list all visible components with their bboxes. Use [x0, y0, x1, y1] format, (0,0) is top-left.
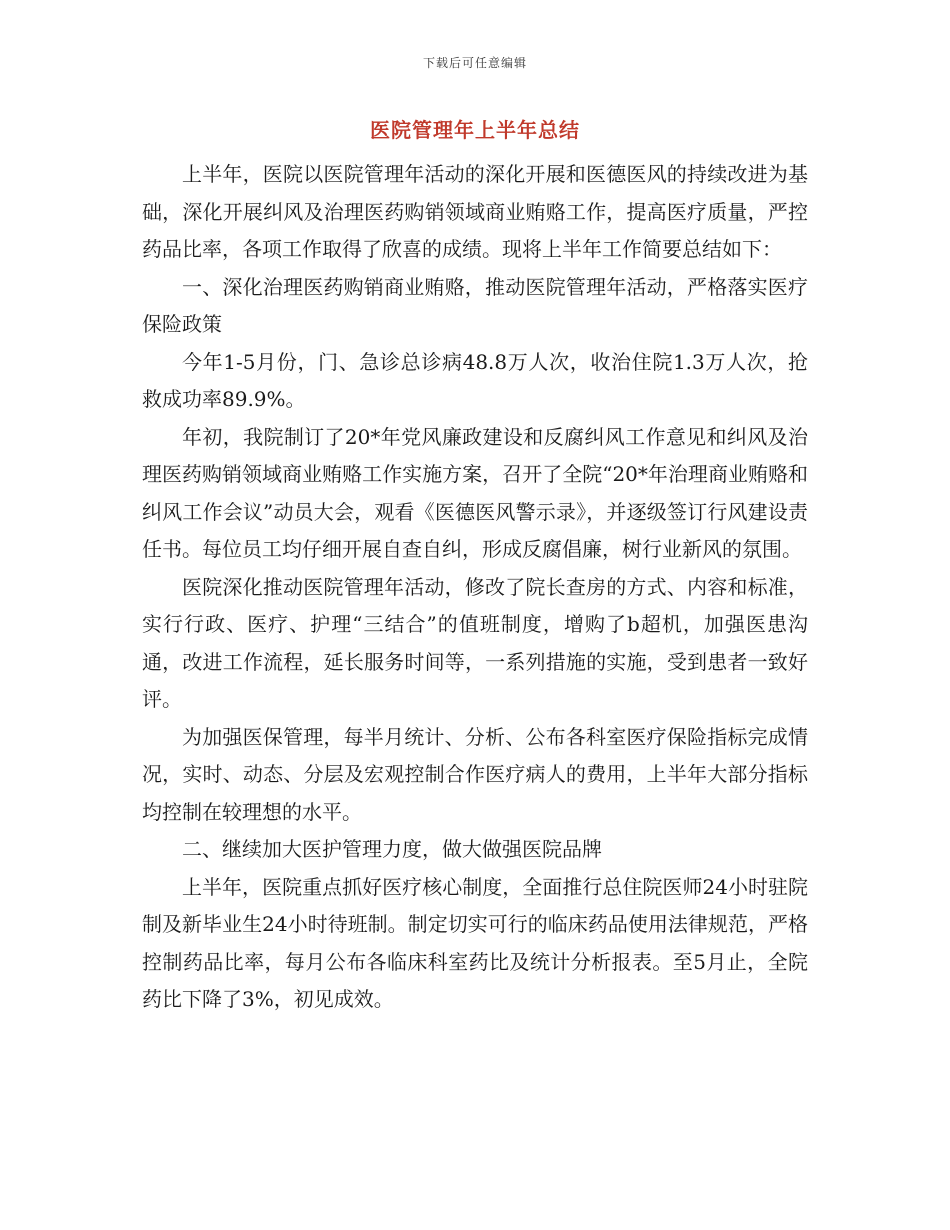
- paragraph-medical-core: 上半年，医院重点抓好医疗核心制度，全面推行总住院医师24小时驻院制及新毕业生24小时待班制。制定切实可行的临床药品使用法律规范，严格控制药品比率，每月公布各临床科室药比及统计分析报表。至5月止，全院药比下降了3%，初见成效。: [142, 874, 808, 1011]
- header-note: 下载后可任意编辑: [422, 56, 527, 70]
- paragraph-management-year: 医院深化推动医院管理年活动，修改了院长查房的方式、内容和标准，实行行政、医疗、护理“三结合”的值班制度，增购了b超机，加强医患沟通，改进工作流程，延长服务时间等，一系列措施的实施，受到患者一致好评。: [142, 574, 808, 711]
- document-title: 医院管理年上半年总结: [370, 118, 580, 142]
- document-body: [142, 156, 808, 1019]
- paragraph-statistics: 今年1-5月份，门、急诊总诊病48.8万人次，收治住院1.3万人次，抢救成功率89.9%。: [142, 349, 808, 411]
- section-heading-2: 二、继续加大医护管理力度，做大做强医院品牌: [182, 837, 602, 861]
- paragraph-anti-corruption: 年初，我院制订了20*年党风廉政建设和反腐纠风工作意见和纠风及治理医药购销领域商业贿赂工作实施方案，召开了全院“20*年治理商业贿赂和纠风工作会议”动员大会，观看《医德医风警示录》，并逐级签订行风建设责任书。每位员工均仔细开展自查自纠，形成反腐倡廉，树行业新风的氛围。: [142, 424, 808, 561]
- paragraph-intro: 上半年，医院以医院管理年活动的深化开展和医德医风的持续改进为基础，深化开展纠风及治理医药购销领域商业贿赂工作，提高医疗质量，严控药品比率，各项工作取得了欣喜的成绩。现将上半年工作简要总结如下：: [142, 162, 808, 261]
- section-heading-1: 一、深化治理医药购销商业贿赂，推动医院管理年活动，严格落实医疗保险政策: [142, 274, 808, 336]
- paragraph-insurance: 为加强医保管理，每半月统计、分析、公布各科室医疗保险指标完成情况，实时、动态、分层及宏观控制合作医疗病人的费用，上半年大部分指标均控制在较理想的水平。: [142, 724, 808, 824]
